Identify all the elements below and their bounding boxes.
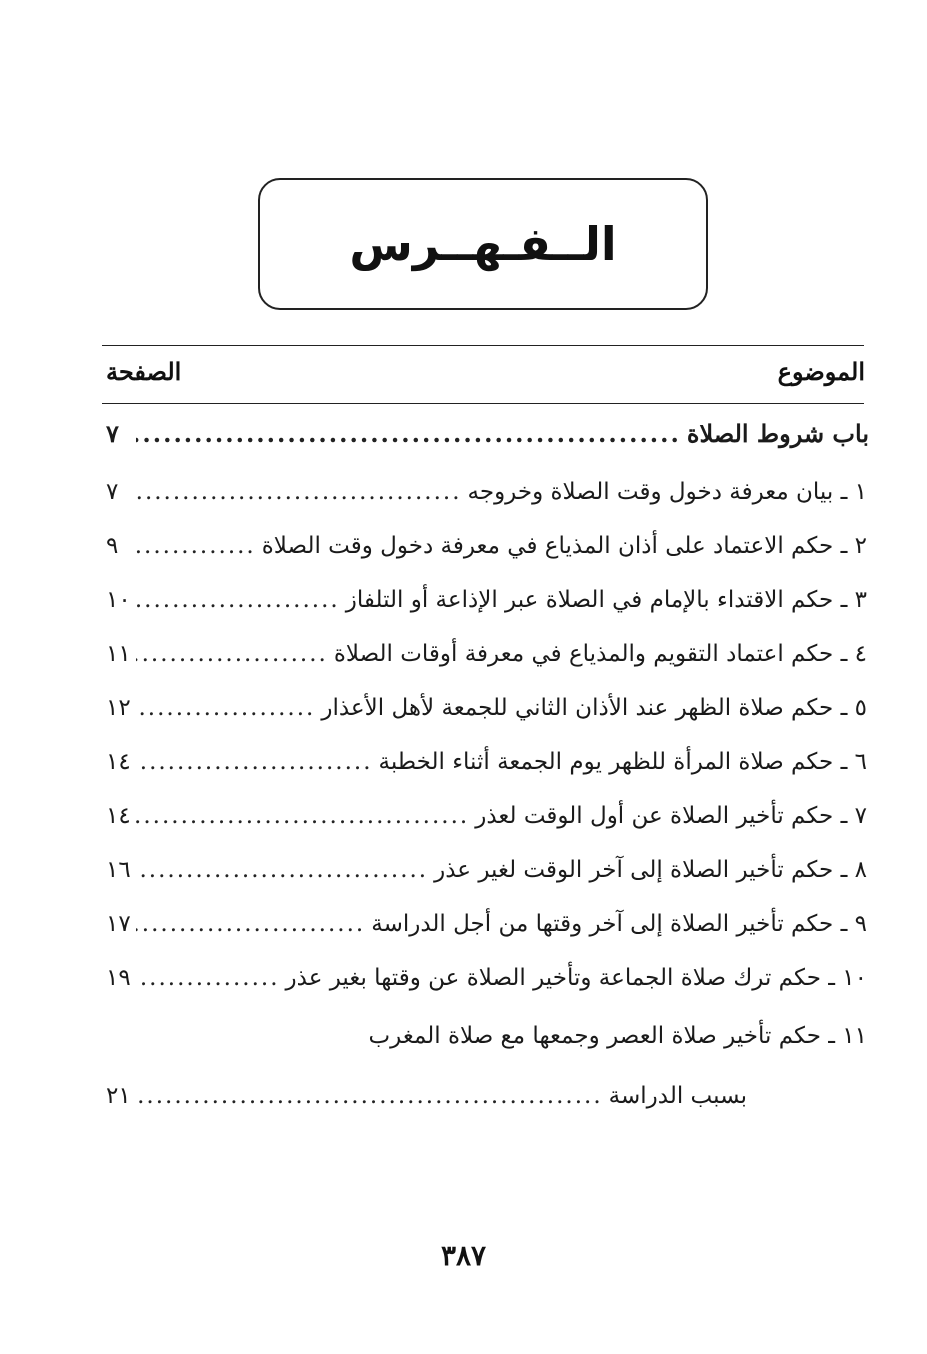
entry-page-number: ١٩ (106, 965, 131, 991)
entry-title: ١٠ ـ حكم ترك صلاة الجماعة وتأخير الصلاة عن وقتها بغير عذر (285, 965, 867, 991)
toc-entry (106, 850, 867, 890)
entry-title: ١ ـ بيان معرفة دخول وقت الصلاة وخروجه (467, 479, 867, 505)
entry-title-continuation: بسبب الدراسة (608, 1083, 747, 1109)
toc-entry (106, 742, 867, 782)
leader-dots (136, 634, 334, 674)
leader-dots (136, 688, 321, 728)
toc-entry (106, 634, 867, 674)
toc-entry (106, 796, 867, 836)
leader-dots (136, 850, 434, 890)
leader-dots (136, 414, 687, 454)
entry-title: ٧ ـ حكم تأخير الصلاة عن أول الوقت لعذر (475, 803, 867, 829)
leader-dots (136, 796, 475, 836)
toc-entry (106, 904, 867, 944)
entry-title: ٤ ـ حكم اعتماد التقويم والمذياع في معرفة أوقات الصلاة (333, 641, 867, 667)
entry-title: ٩ ـ حكم تأخير الصلاة إلى آخر وقتها من أجل الدراسة (371, 911, 867, 937)
leader-dots (136, 526, 262, 566)
toc-entry (106, 526, 867, 566)
chapter-page-number: ٧ (106, 419, 119, 448)
leader-dots (136, 472, 468, 512)
entry-title: ٢ ـ حكم الاعتماد على أذان المذياع في معرفة دخول وقت الصلاة (261, 533, 867, 559)
page-column-header: الصفحة (106, 357, 182, 386)
toc-entry-wrapped-first-line (175, 1016, 867, 1056)
leader-dots (136, 580, 346, 620)
entry-page-number: ١٢ (106, 695, 131, 721)
entry-page-number: ١٤ (106, 749, 131, 775)
leader-dots (136, 958, 286, 998)
entry-title: ٥ ـ حكم صلاة الظهر عند الأذان الثاني للجمعة لأهل الأعذار (321, 695, 867, 721)
entry-page-number: ١٠ (106, 587, 131, 613)
leader-dots (136, 1076, 609, 1116)
entry-page-number: ١٤ (106, 803, 131, 829)
toc-entry (106, 688, 867, 728)
toc-entry (106, 472, 867, 512)
toc-entry-wrapped-second-line (106, 1076, 747, 1116)
header-bottom-rule (102, 403, 864, 404)
entry-page-number: ٧ (106, 479, 119, 505)
entry-title: ٣ ـ حكم الاقتداء بالإمام في الصلاة عبر الإذاعة أو التلفاز (345, 587, 867, 613)
entry-title: ١١ ـ حكم تأخير صلاة العصر وجمعها مع صلاة المغرب (368, 1023, 867, 1049)
entry-page-number: ٢١ (106, 1083, 131, 1109)
topic-column-header: الموضوع (777, 357, 865, 386)
leader-dots (136, 742, 379, 782)
page-number: ٣٨٧ (440, 1239, 487, 1272)
index-title: الــفـهــرس (349, 217, 617, 271)
entry-page-number: ٩ (106, 533, 119, 559)
leader-dots (136, 904, 371, 944)
entry-page-number: ١٧ (106, 911, 131, 937)
entry-page-number: ١١ (106, 641, 131, 667)
toc-entry (106, 958, 867, 998)
toc-entry (106, 580, 867, 620)
entry-title: ٦ ـ حكم صلاة المرأة للظهر يوم الجمعة أثناء الخطبة (378, 749, 867, 775)
header-top-rule (102, 345, 864, 346)
index-title-box (258, 178, 708, 310)
chapter-title: باب شروط الصلاة (686, 419, 869, 448)
entry-page-number: ١٦ (106, 857, 131, 883)
chapter-entry (106, 414, 869, 454)
entry-title: ٨ ـ حكم تأخير الصلاة إلى آخر الوقت لغير عذر (434, 857, 867, 883)
